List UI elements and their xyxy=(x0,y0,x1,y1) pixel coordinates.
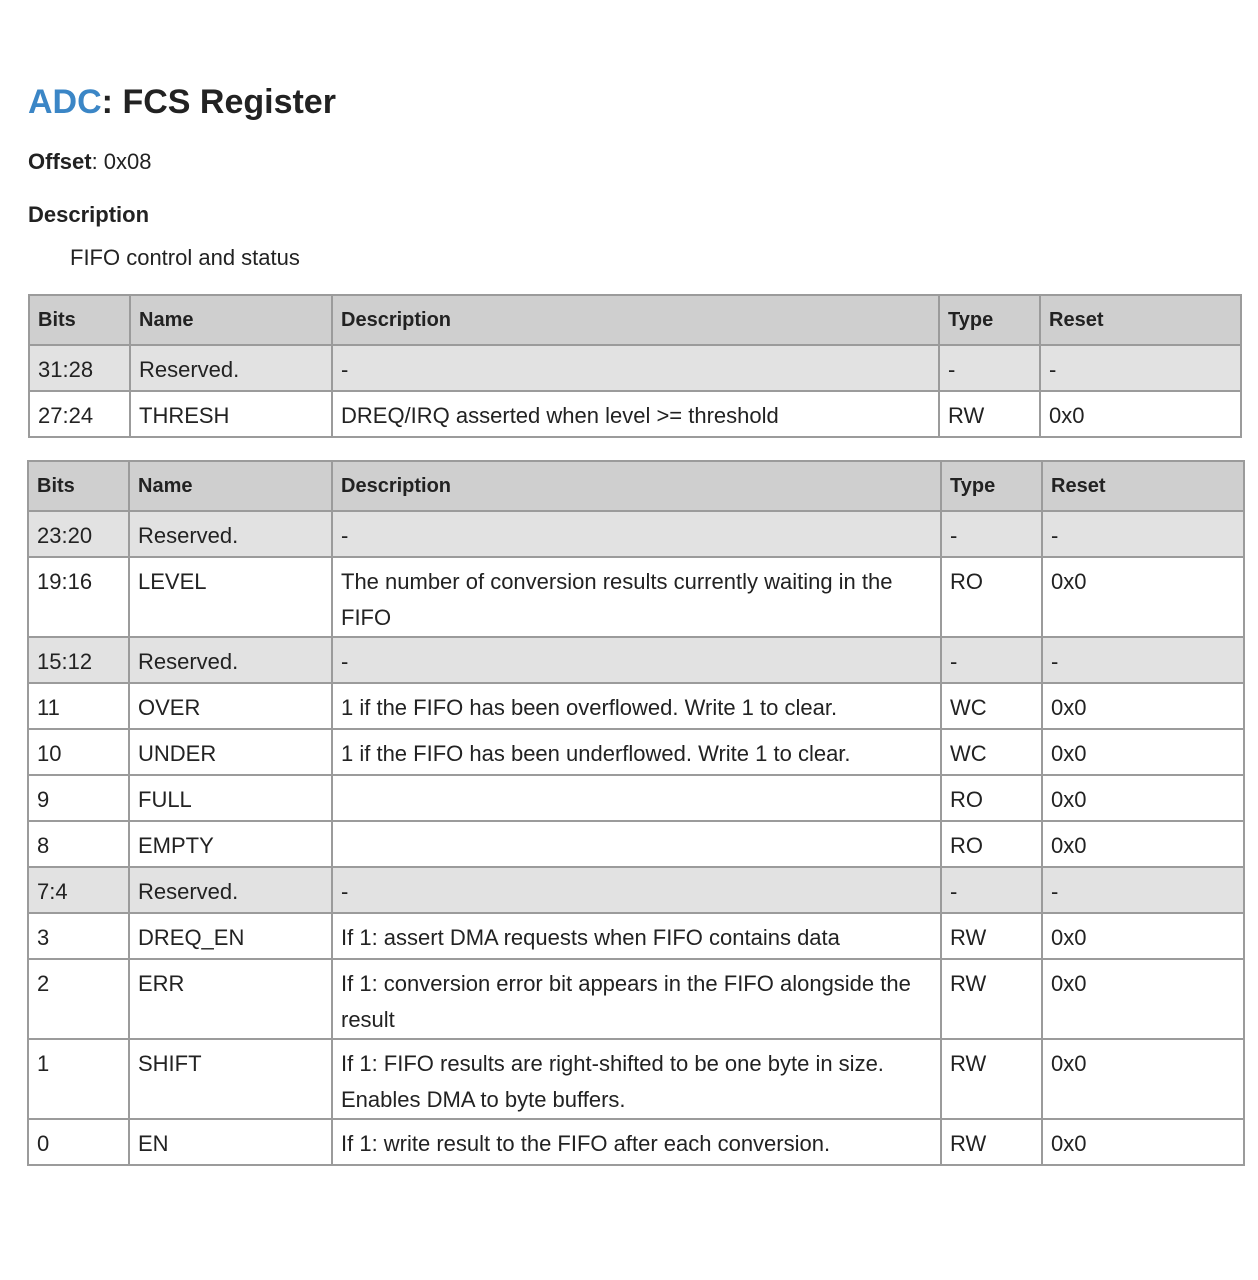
cell-type: - xyxy=(941,867,1042,913)
cell-type: RO xyxy=(941,821,1042,867)
table-row xyxy=(28,821,1244,867)
cell-name: Reserved. xyxy=(129,867,332,913)
cell-bits: 2 xyxy=(28,959,129,1039)
cell-reset: - xyxy=(1042,511,1244,557)
cell-description: The number of conversion results currently waiting in the FIFO xyxy=(332,557,941,637)
cell-type: RO xyxy=(941,557,1042,637)
cell-reset: 0x0 xyxy=(1042,959,1244,1039)
cell-name: THRESH xyxy=(130,391,332,437)
cell-description: - xyxy=(332,511,941,557)
cell-description: DREQ/IRQ asserted when level >= threshold xyxy=(332,391,939,437)
cell-reset: 0x0 xyxy=(1042,1119,1244,1165)
column-header-reset: Reset xyxy=(1040,295,1241,345)
cell-description: If 1: FIFO results are right-shifted to be one byte in size. Enables DMA to byte buffers. xyxy=(332,1039,941,1119)
page-title xyxy=(28,80,336,124)
cell-name: UNDER xyxy=(129,729,332,775)
table-row xyxy=(28,913,1244,959)
cell-bits: 1 xyxy=(28,1039,129,1119)
cell-bits: 7:4 xyxy=(28,867,129,913)
cell-name: LEVEL xyxy=(129,557,332,637)
cell-description: - xyxy=(332,867,941,913)
cell-type: - xyxy=(939,345,1040,391)
cell-reset: 0x0 xyxy=(1042,729,1244,775)
table-row xyxy=(28,867,1244,913)
table-2-body xyxy=(28,511,1244,1165)
table-row xyxy=(28,1039,1244,1119)
column-header-name: Name xyxy=(129,461,332,511)
cell-type: RW xyxy=(941,1119,1042,1165)
cell-type: - xyxy=(941,511,1042,557)
cell-bits: 0 xyxy=(28,1119,129,1165)
cell-type: RW xyxy=(941,1039,1042,1119)
cell-reset: 0x0 xyxy=(1042,557,1244,637)
column-header-name: Name xyxy=(130,295,332,345)
cell-type: - xyxy=(941,637,1042,683)
register-name: FCS Register xyxy=(122,83,336,121)
cell-description: 1 if the FIFO has been overflowed. Write 1 to clear. xyxy=(332,683,941,729)
cell-bits: 10 xyxy=(28,729,129,775)
table-row xyxy=(28,729,1244,775)
cell-type: RW xyxy=(941,913,1042,959)
cell-type: WC xyxy=(941,729,1042,775)
cell-name: DREQ_EN xyxy=(129,913,332,959)
cell-bits: 19:16 xyxy=(28,557,129,637)
cell-reset: - xyxy=(1042,637,1244,683)
cell-bits: 23:20 xyxy=(28,511,129,557)
cell-name: Reserved. xyxy=(129,637,332,683)
cell-type: RW xyxy=(941,959,1042,1039)
cell-reset: 0x0 xyxy=(1042,683,1244,729)
cell-reset: - xyxy=(1040,345,1241,391)
register-fields-table-1 xyxy=(28,294,1242,438)
cell-name: Reserved. xyxy=(130,345,332,391)
cell-description xyxy=(332,775,941,821)
column-header-reset: Reset xyxy=(1042,461,1244,511)
cell-type: WC xyxy=(941,683,1042,729)
offset-value: 0x08 xyxy=(103,149,152,174)
module-link[interactable]: ADC xyxy=(28,83,102,121)
table-row xyxy=(28,637,1244,683)
register-offset xyxy=(28,147,152,177)
table-row xyxy=(28,775,1244,821)
table-row xyxy=(28,683,1244,729)
cell-type: RW xyxy=(939,391,1040,437)
cell-name: ERR xyxy=(129,959,332,1039)
cell-description: 1 if the FIFO has been underflowed. Write 1 to clear. xyxy=(332,729,941,775)
description-heading: Description xyxy=(28,202,150,227)
table-row xyxy=(28,1119,1244,1165)
table-row xyxy=(29,345,1241,391)
register-fields-table-2 xyxy=(27,460,1245,1166)
cell-name: EN xyxy=(129,1119,332,1165)
table-row xyxy=(28,511,1244,557)
table-row xyxy=(29,391,1241,437)
header-row xyxy=(29,295,1241,345)
table-row xyxy=(28,959,1244,1039)
cell-reset: 0x0 xyxy=(1042,913,1244,959)
cell-description: - xyxy=(332,637,941,683)
offset-label: Offset xyxy=(28,149,92,174)
cell-bits: 27:24 xyxy=(29,391,130,437)
cell-name: OVER xyxy=(129,683,332,729)
column-header-description: Description xyxy=(332,295,939,345)
cell-bits: 9 xyxy=(28,775,129,821)
cell-description xyxy=(332,821,941,867)
cell-bits: 3 xyxy=(28,913,129,959)
column-header-type: Type xyxy=(941,461,1042,511)
cell-type: RO xyxy=(941,775,1042,821)
column-header-description: Description xyxy=(332,461,941,511)
cell-name: Reserved. xyxy=(129,511,332,557)
column-header-bits: Bits xyxy=(28,461,129,511)
cell-name: EMPTY xyxy=(129,821,332,867)
cell-description: If 1: write result to the FIFO after each conversion. xyxy=(332,1119,941,1165)
description-text: FIFO control and status xyxy=(70,245,300,270)
cell-name: SHIFT xyxy=(129,1039,332,1119)
cell-bits: 11 xyxy=(28,683,129,729)
cell-reset: 0x0 xyxy=(1042,775,1244,821)
cell-description: - xyxy=(332,345,939,391)
cell-bits: 8 xyxy=(28,821,129,867)
cell-reset: 0x0 xyxy=(1040,391,1241,437)
cell-reset: 0x0 xyxy=(1042,821,1244,867)
column-header-type: Type xyxy=(939,295,1040,345)
table-1-body xyxy=(29,345,1241,437)
column-header-bits: Bits xyxy=(29,295,130,345)
cell-reset: - xyxy=(1042,867,1244,913)
cell-bits: 31:28 xyxy=(29,345,130,391)
cell-bits: 15:12 xyxy=(28,637,129,683)
offset-separator: : xyxy=(91,149,104,174)
table-row xyxy=(28,557,1244,637)
cell-name: FULL xyxy=(129,775,332,821)
cell-description: If 1: conversion error bit appears in the FIFO alongside the result xyxy=(332,959,941,1039)
cell-reset: 0x0 xyxy=(1042,1039,1244,1119)
title-separator: : xyxy=(101,83,123,121)
header-row xyxy=(28,461,1244,511)
cell-description: If 1: assert DMA requests when FIFO contains data xyxy=(332,913,941,959)
